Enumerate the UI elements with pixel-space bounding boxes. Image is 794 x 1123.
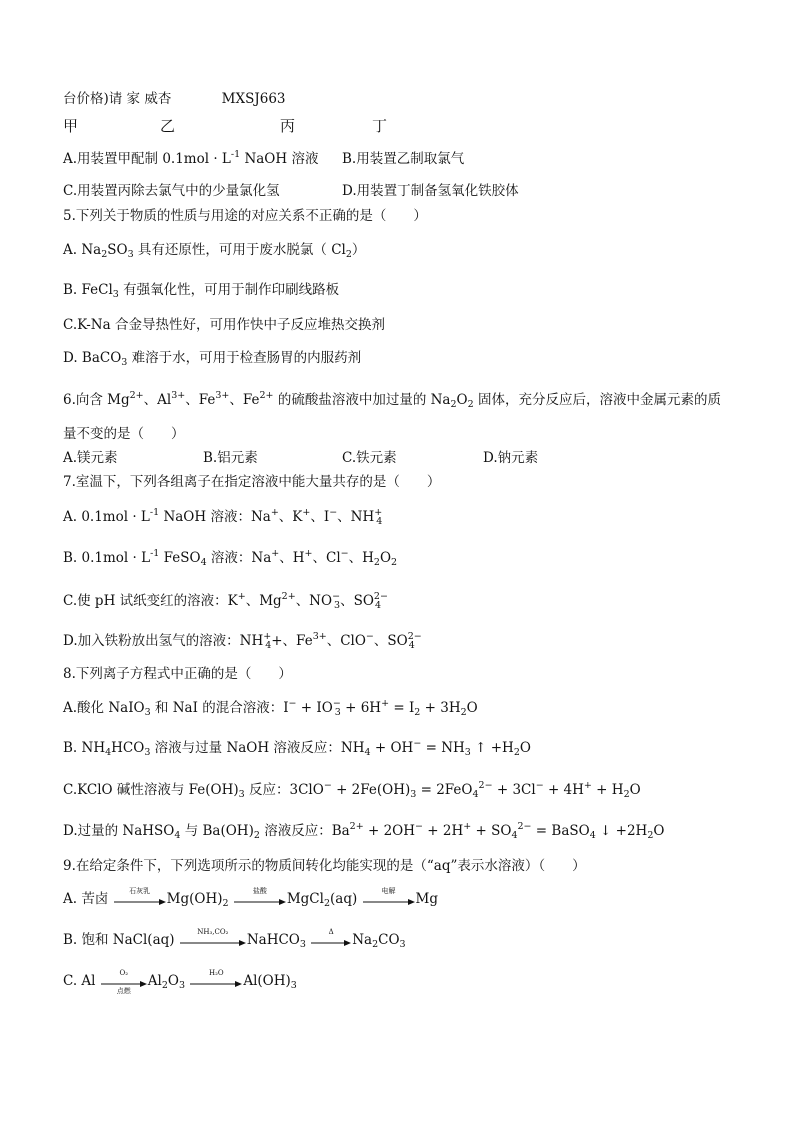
right-arrow-icon: [190, 981, 242, 987]
q7-option-a: A. $0.1mol \cdot L^{-1}$ NaOH 溶液：Na+、K+、I−、$NH^+_4$: [63, 507, 383, 527]
arrow-oxygen-ignite: O₂ 点燃: [101, 975, 147, 989]
q4-option-b: B.用装置乙制取氯气: [342, 151, 465, 167]
device-bing: 丙: [280, 117, 296, 135]
q7-option-c: C.使 pH 试纸变红的溶液：K+、$Mg^{2+}$、$NO^-_3$、$SO^{2-}_4$: [63, 591, 388, 611]
device-yi: 乙: [160, 117, 176, 135]
q5-option-c: C.K-Na 合金导热性好，可用作快中子反应堆热交换剂: [63, 317, 385, 333]
q7-option-b: B. $0.1mol \cdot L^{-1}$ FeSO$_4$ 溶液：Na+、H+、Cl−、$H_2O_2$: [63, 548, 398, 568]
arrow-hydrochloric-acid: 盐酸: [234, 893, 286, 907]
q7-option-d: D.加入铁粉放出氢气的溶液：$NH^+_4+$、$Fe^{3+}$、ClO−、$SO^{2-}_4$: [63, 631, 422, 651]
q9-stem: 9.在给定条件下，下列选项所示的物质间转化均能实现的是（“aq”表示水溶液）（ ）: [63, 858, 586, 874]
q4-option-c: C.用装置丙除去氯气中的少量氯化氢: [63, 183, 280, 199]
right-arrow-icon: [234, 899, 286, 905]
q8-option-a: A.酸化 NaIO$_3$ 和 NaI 的混合溶液：$I^- + IO^-_3 + 6H^+ = I_2 + 3H_2O$: [63, 698, 478, 718]
q9-option-a: A. 苦卤 石灰乳 $Mg(OH)_2$ 盐酸 MgCl$_2$(aq) 电解 Mg: [63, 886, 438, 909]
q6-stem-line2: 量不变的是（ ）: [63, 426, 185, 442]
right-arrow-icon: [180, 940, 246, 946]
q9-option-c: C. Al O₂ 点燃 $Al_2O_3$ H₂O $Al(OH)_3$: [63, 968, 297, 995]
right-arrow-icon: [363, 899, 415, 905]
header-code: MXSJ663: [221, 91, 286, 107]
arrow-lime-milk: 石灰乳: [114, 893, 166, 907]
q4-options-cd: [63, 182, 519, 200]
q5-option-d: D. BaCO$_3$ 难溶于水，可用于检查肠胃的内服药剂: [63, 350, 362, 368]
header-line: [63, 90, 286, 108]
q8-option-c: C.KClO 碱性溶液与 $Fe(OH)_3$ 反应：$3ClO^- + 2Fe(OH)_3 = 2FeO_4^{2-} + 3Cl^- + 4H^+ + H_2O$: [63, 780, 641, 800]
device-jia: 甲: [63, 117, 79, 135]
q4-option-a: A.用装置甲配制 $0.1mol \cdot L^{-1}$ NaOH 溶液: [63, 149, 319, 167]
q9-option-b: B. 饱和 NaCl(aq) NH₃,CO₂ NaHCO$_3$ Δ $Na_2CO_3$: [63, 927, 406, 950]
q5-option-a: A. $Na_2SO_3$ 具有还原性，可用于废水脱氯（ $Cl_2$）: [63, 242, 366, 260]
q8-option-b: B. $NH_4HCO_3$ 溶液与过量 NaOH 溶液反应：$NH_4 + OH^- = NH_3$ ↑ $+H_2O$: [63, 738, 531, 758]
q5-stem: 5.下列关于物质的性质与用途的对应关系不正确的是（ ）: [63, 208, 427, 224]
q8-stem: 8.下列离子方程式中正确的是（ ）: [63, 666, 292, 682]
q6-option-a: A.镁元素: [63, 450, 118, 466]
q8-option-d: D.过量的 NaHSO$_4$ 与 $Ba(OH)_2$ 溶液反应：$Ba^{2+} + 2OH^- + 2H^+ + SO_4^{2-}$ = BaSO$_4$ ↓ $+2H_2O$: [63, 821, 665, 841]
arrow-nh3-co2: NH₃,CO₂: [180, 934, 246, 948]
q4-options-ab: [63, 149, 465, 168]
q4-option-d: D.用装置丁制备氢氧化铁胶体: [342, 183, 519, 199]
q6-option-c: C.铁元素: [342, 450, 397, 466]
device-ding: 丁: [372, 117, 388, 135]
header-text: 台价格)请 家 威杏: [63, 91, 172, 107]
q6-stem-line1: 6.向含 $Mg^{2+}$、$Al^{3+}$、$Fe^{3+}$、$Fe^{2+}$ 的硫酸盐溶液中加过量的 $Na_2O_2$ 固体，充分反应后，溶液中金属元素的质: [63, 390, 721, 410]
arrow-water: H₂O: [190, 975, 242, 989]
right-arrow-icon: [311, 940, 351, 946]
q6-option-d: D.钠元素: [483, 450, 539, 466]
arrow-electrolysis: 电解: [363, 893, 415, 907]
right-arrow-icon: [114, 899, 166, 905]
q6-option-b: B.铝元素: [203, 450, 258, 466]
arrow-heat: Δ: [311, 934, 351, 948]
q7-stem: 7.室温下，下列各组离子在指定溶液中能大量共存的是（ ）: [63, 474, 441, 490]
q5-option-b: B. FeCl$_3$ 有强氧化性，可用于制作印刷线路板: [63, 282, 340, 300]
